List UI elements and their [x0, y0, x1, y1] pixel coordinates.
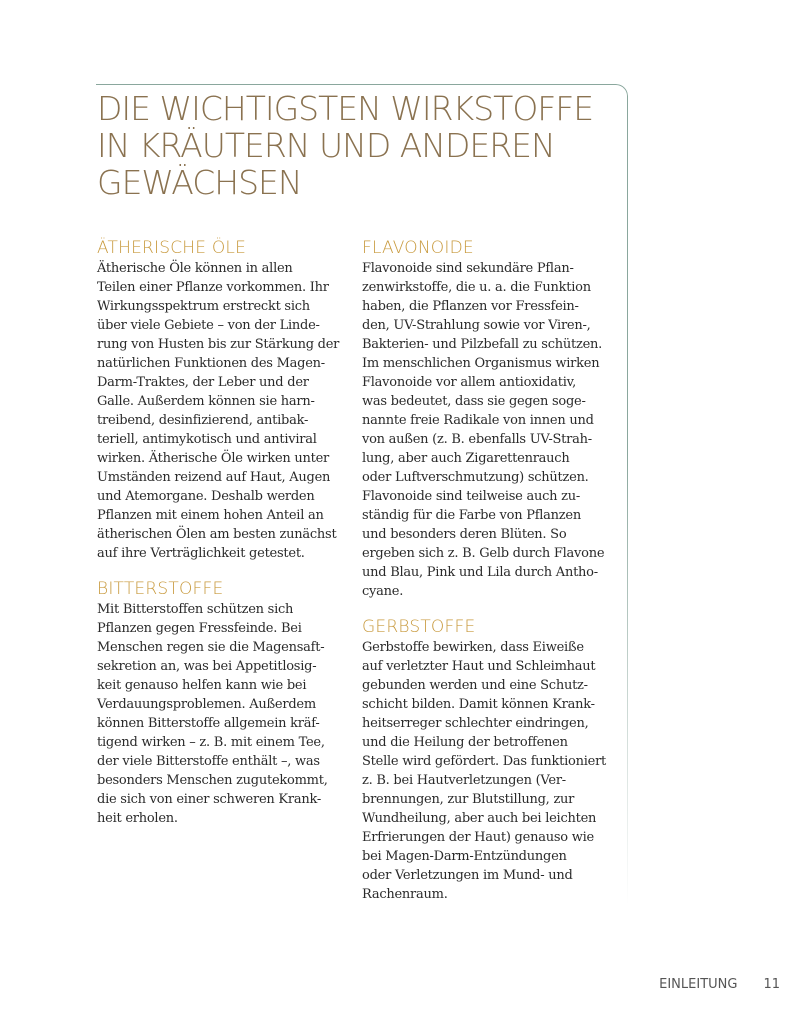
- text-line: der viele Bitterstoffe enthält –, was: [97, 754, 320, 769]
- text-line: Wirkungsspektrum erstreckt sich: [97, 299, 310, 314]
- text-line: Menschen regen sie die Magensaft-: [97, 640, 325, 655]
- text-line: ständig für die Farbe von Pflanzen: [362, 508, 581, 523]
- text-line: Galle. Außerdem können sie harn-: [97, 394, 315, 409]
- text-line: Stelle wird gefördert. Das funktioniert: [362, 754, 607, 769]
- title-line: GEWÄCHSEN: [97, 163, 302, 202]
- text-line: haben, die Pflanzen vor Fressfein-: [362, 299, 579, 314]
- left-column: [97, 237, 349, 843]
- text-line: natürlichen Funktionen des Magen-: [97, 356, 325, 371]
- text-line: oder Verletzungen im Mund- und: [362, 868, 573, 883]
- text-line: gebunden werden und eine Schutz-: [362, 678, 588, 693]
- section-heading-bitterstoffe: BITTERSTOFFE: [97, 579, 224, 599]
- text-line: rung von Husten bis zur Stärkung der: [97, 337, 340, 352]
- text-line: Mit Bitterstoffen schützen sich: [97, 602, 294, 617]
- page-footer: [659, 976, 780, 994]
- section-body-gerbstoffe: [362, 638, 614, 904]
- text-line: über viele Gebiete – von der Linde-: [97, 318, 320, 333]
- section-body-bitterstoffe: [97, 600, 349, 828]
- text-line: Pflanzen gegen Fressfeinde. Bei: [97, 621, 302, 636]
- title-line: DIE WICHTIGSTEN WIRKSTOFFE: [97, 89, 594, 128]
- text-line: schicht bilden. Damit können Krank-: [362, 697, 595, 712]
- text-line: Pflanzen mit einem hohen Anteil an: [97, 508, 324, 523]
- text-line: von außen (z. B. ebenfalls UV-Strah-: [362, 432, 592, 447]
- text-line: Umständen reizend auf Haut, Augen: [97, 470, 331, 485]
- text-line: Im menschlichen Organismus wirken: [362, 356, 600, 371]
- text-line: tigend wirken – z. B. mit einem Tee,: [97, 735, 325, 750]
- section-body-flavonoide: [362, 259, 614, 601]
- text-line: z. B. bei Hautverletzungen (Ver-: [362, 773, 566, 788]
- text-line: besonders Menschen zugutekommt,: [97, 773, 328, 788]
- text-line: Ätherische Öle können in allen: [97, 261, 293, 276]
- section-heading-aetherische-oele: ÄTHERISCHE ÖLE: [97, 238, 247, 258]
- section-heading-gerbstoffe: GERBSTOFFE: [362, 617, 476, 637]
- text-line: und die Heilung der betroffenen: [362, 735, 568, 750]
- text-line: Darm-Traktes, der Leber und der: [97, 375, 309, 390]
- title-line: IN KRÄUTERN UND ANDEREN: [97, 126, 555, 165]
- text-line: Rachenraum.: [362, 887, 448, 902]
- text-line: was bedeutet, dass sie gegen soge-: [362, 394, 586, 409]
- text-line: Teilen einer Pflanze vorkommen. Ihr: [97, 280, 329, 295]
- page-number: 11: [763, 977, 780, 992]
- text-line: treibend, desinfizierend, antibak-: [97, 413, 309, 428]
- text-line: den, UV-Strahlung sowie vor Viren-,: [362, 318, 591, 333]
- text-line: teriell, antimykotisch und antiviral: [97, 432, 317, 447]
- text-line: heit erholen.: [97, 811, 178, 826]
- section-heading-flavonoide: FLAVONOIDE: [362, 238, 474, 258]
- text-line: heitserreger schlechter eindringen,: [362, 716, 589, 731]
- text-line: auf verletzter Haut und Schleimhaut: [362, 659, 596, 674]
- text-line: können Bitterstoffe allgemein kräf-: [97, 716, 320, 731]
- text-line: zenwirkstoffe, die u. a. die Funktion: [362, 280, 591, 295]
- text-line: Bakterien- und Pilzbefall zu schützen.: [362, 337, 603, 352]
- text-line: Flavonoide sind teilweise auch zu-: [362, 489, 580, 504]
- text-line: Wundheilung, aber auch bei leichten: [362, 811, 597, 826]
- text-line: sekretion an, was bei Appetitlosig-: [97, 659, 317, 674]
- text-line: ätherischen Ölen am besten zunächst: [97, 527, 337, 542]
- text-line: ergeben sich z. B. Gelb durch Flavone: [362, 546, 605, 561]
- text-line: und Blau, Pink und Lila durch Antho-: [362, 565, 598, 580]
- text-line: lung, aber auch Zigarettenrauch: [362, 451, 570, 466]
- text-line: brennungen, zur Blutstillung, zur: [362, 792, 575, 807]
- text-line: wirken. Ätherische Öle wirken unter: [97, 451, 330, 466]
- footer-section-label: EINLEITUNG: [659, 977, 738, 992]
- text-line: Flavonoide sind sekundäre Pflan-: [362, 261, 574, 276]
- text-line: keit genauso helfen kann wie bei: [97, 678, 307, 693]
- text-line: oder Luftverschmutzung) schützen.: [362, 470, 589, 485]
- right-column: [362, 237, 614, 919]
- text-line: und Atemorgane. Deshalb werden: [97, 489, 315, 504]
- section-body-aetherische-oele: [97, 259, 349, 563]
- text-line: Erfrierungen der Haut) genauso wie: [362, 830, 594, 845]
- text-line: bei Magen-Darm-Entzündungen: [362, 849, 567, 864]
- text-line: Flavonoide vor allem antioxidativ,: [362, 375, 577, 390]
- text-line: Gerbstoffe bewirken, dass Eiweiße: [362, 640, 584, 655]
- page-title: [97, 90, 617, 201]
- text-line: nannte freie Radikale von innen und: [362, 413, 594, 428]
- text-line: auf ihre Verträglichkeit getestet.: [97, 546, 305, 561]
- text-line: und besonders deren Blüten. So: [362, 527, 567, 542]
- text-line: Verdauungsproblemen. Außerdem: [97, 697, 316, 712]
- text-line: die sich von einer schweren Krank-: [97, 792, 322, 807]
- text-line: cyane.: [362, 584, 404, 599]
